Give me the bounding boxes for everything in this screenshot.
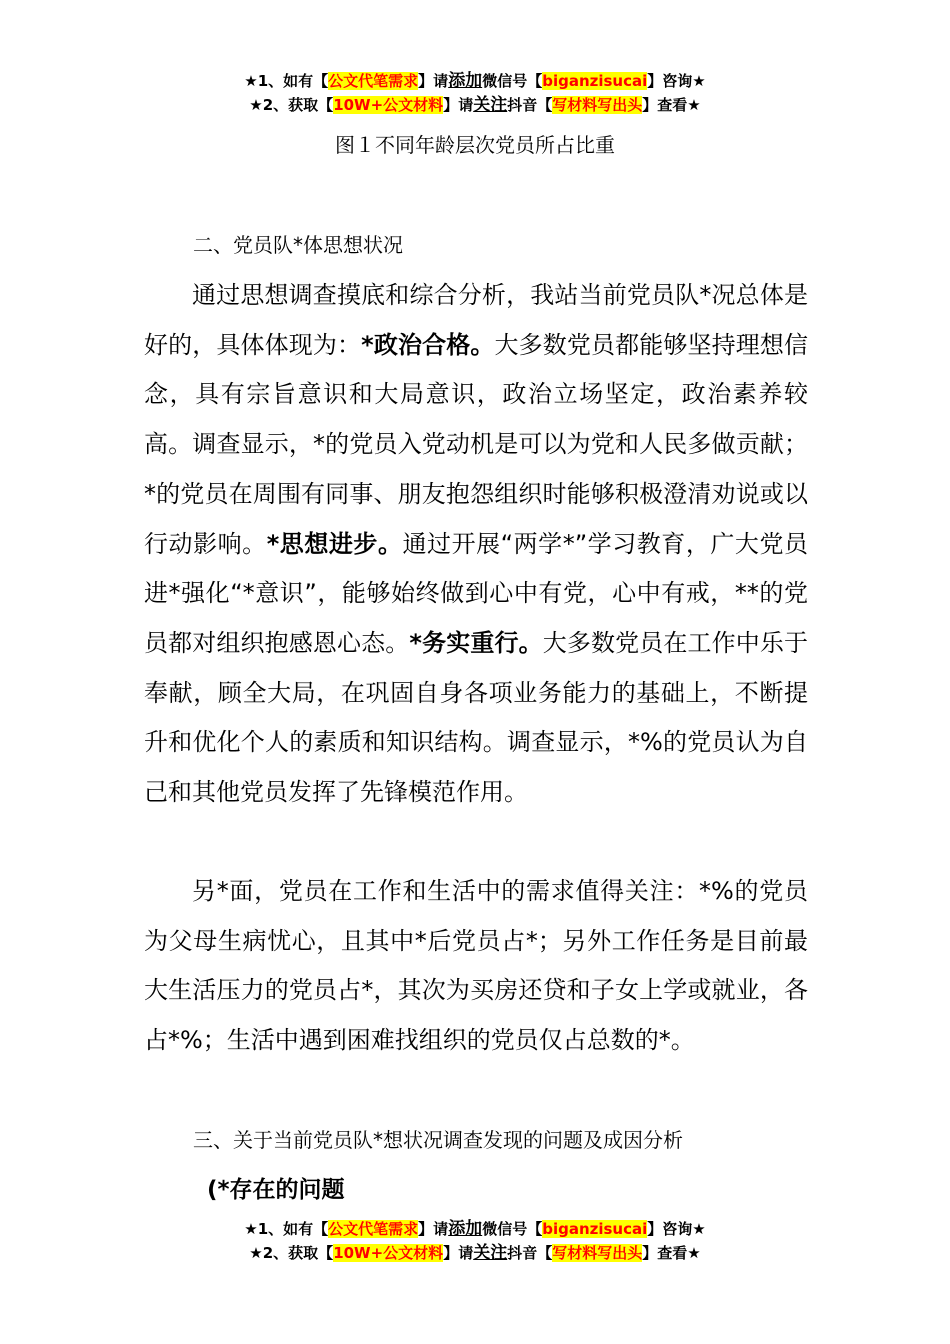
section-2-paragraph-1 [144, 271, 808, 818]
section-2-paragraph-2: 另*面，党员在工作和生活中的需求值得关注：*%的党员为父母生病忧心，且其中*后党员占*；另外工作任务是目前最大生活压力的党员占*，其次为买房还贷和子女上学或就业，各占*%；生活中遇到困难找组织的党员仅占总数的*。 [144, 877, 808, 1055]
para-bold: *务实重行。 [409, 628, 543, 657]
banner-text: 微信号【 [482, 72, 543, 90]
banner-text: ★1、如有【 [244, 1220, 329, 1238]
para-text: 大多数党员在工作中乐于奉献，顾全大局，在巩固自身各项业务能力的基础上，不断提升和优化个人的素质和知识结构。调查显示，*%的党员认为自己和其他党员发挥了先锋模范作用。 [144, 628, 809, 807]
section-3-heading: 三、关于当前党员队*想状况调查发现的问题及成因分析 [193, 1128, 683, 1152]
banner-underline: 添加 [448, 1219, 483, 1239]
banner-text: 】请 [418, 1220, 449, 1238]
banner-highlight: 公文代笔需求 [328, 1220, 419, 1238]
banner-underline: 添加 [448, 71, 483, 91]
banner-text: 抖音【 [507, 1244, 553, 1262]
banner-text: 】查看★ [642, 1244, 701, 1262]
section-2-heading: 二、党员队*体思想状况 [193, 233, 403, 257]
banner-underline: 关注 [473, 1243, 508, 1263]
banner-text: 】请 [418, 72, 449, 90]
banner-highlight: 10W+公文材料 [333, 96, 444, 114]
banner-text: ★2、获取【 [249, 96, 334, 114]
banner-line-2-bottom [0, 1242, 950, 1264]
para-text: 通过开展“两学*”学习教育，广大党员进*强化“*意识”，能够始终做到心中有党，心中有戒，**的党员都对组织抱感恩心态。 [144, 529, 808, 657]
banner-text: 】请 [443, 1244, 474, 1262]
banner-text: 】咨询★ [647, 72, 706, 90]
para-text: 通过思想调查摸底和综合分析，我站当前党员队*况总体是好的，具体体现为： [144, 281, 808, 359]
banner-line-2 [0, 94, 950, 116]
banner-text: 抖音【 [507, 96, 553, 114]
section-3-subheading: (*存在的问题 [207, 1177, 345, 1203]
banner-highlight: biganzisucai [542, 72, 648, 90]
banner-text: 】咨询★ [647, 1220, 706, 1238]
banner-highlight: 10W+公文材料 [333, 1244, 444, 1262]
para-text: 大多数党员都能够坚持理想信念，具有宗旨意识和大局意识，政治立场坚定，政治素养较高。调查显示，*的党员入党动机是可以为党和人民多做贡献；*的党员在周围有同事、朋友抱怨组织时能够积极澄清劝说或以行动影响。 [144, 330, 809, 558]
banner-text: 微信号【 [482, 1220, 543, 1238]
banner-underline: 关注 [473, 95, 508, 115]
banner-text: ★1、如有【 [244, 72, 329, 90]
figure-caption: 图１不同年龄层次党员所占比重 [335, 133, 615, 157]
banner-line-1-bottom [0, 1218, 950, 1240]
banner-highlight: 写材料写出头 [552, 1244, 643, 1262]
banner-highlight: 写材料写出头 [552, 96, 643, 114]
para-bold: *政治合格。 [361, 330, 495, 359]
banner-text: 】请 [443, 96, 474, 114]
banner-highlight: 公文代笔需求 [328, 72, 419, 90]
banner-highlight: biganzisucai [542, 1220, 648, 1238]
banner-text: 】查看★ [642, 96, 701, 114]
banner-text: ★2、获取【 [249, 1244, 334, 1262]
para-bold: *思想进步。 [266, 529, 403, 558]
banner-line-1 [0, 70, 950, 92]
